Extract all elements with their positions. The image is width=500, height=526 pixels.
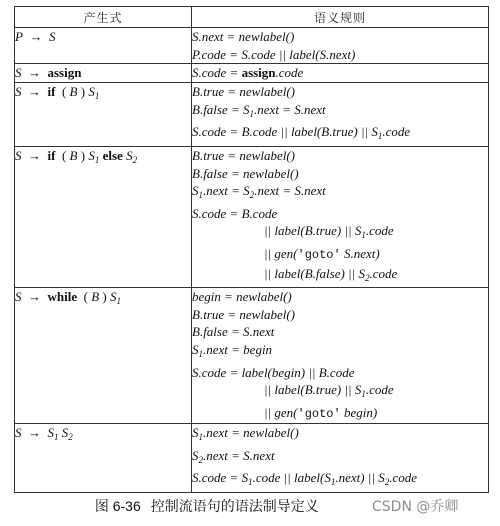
prod-keyword: assign — [47, 65, 82, 81]
prod-symbol: B — [69, 147, 78, 163]
rule-line: || label(B.true) || $S_1.code$ — [264, 223, 394, 241]
prod-keyword: if — [47, 147, 56, 163]
rule-line: || gen('goto' S.next) — [264, 245, 380, 262]
table-row — [15, 64, 489, 83]
production-cell — [15, 64, 192, 83]
prod-paren: ) — [80, 147, 86, 163]
rules-cell — [192, 64, 489, 83]
prod-arrow: → — [28, 84, 41, 100]
rule-line: S.code = assign.code — [192, 65, 304, 81]
prod-symbol: $S_1$ — [47, 425, 59, 443]
table-row — [15, 28, 489, 64]
table-header-row — [15, 7, 489, 28]
rule-line: B.false = S.next — [192, 324, 275, 340]
rules-cell — [192, 83, 489, 147]
prod-symbol: S — [15, 289, 22, 305]
prod-symbol: P — [15, 29, 23, 44]
rules-cell — [192, 28, 489, 64]
rule-line: B.true = newlabel() — [192, 306, 295, 322]
prod-symbol: S — [15, 147, 22, 163]
prod-symbol: $S_1$ — [88, 84, 100, 102]
production-cell — [15, 424, 192, 493]
prod-arrow: → — [28, 289, 41, 305]
prod-keyword: else — [102, 147, 123, 163]
prod-keyword: while — [47, 289, 78, 305]
prod-symbol: S — [48, 29, 56, 44]
rules-cell — [192, 288, 489, 424]
prod-arrow: → — [29, 29, 43, 44]
production-cell — [15, 28, 192, 64]
rule-line: || gen('goto' begin) — [264, 404, 378, 421]
production-cell — [15, 83, 192, 147]
figure-title: 控制流语句的语法制导定义 — [150, 499, 319, 515]
table-row — [15, 83, 489, 147]
rule-line: || label(B.false) || $S_2.code$ — [264, 265, 398, 283]
prod-symbol: S — [15, 425, 22, 441]
table-row — [15, 288, 489, 424]
rule-line: $S_1.next$ = begin — [192, 341, 273, 359]
prod-paren: ) — [102, 289, 107, 305]
prod-symbol: $S_2$ — [126, 147, 138, 165]
rule-line: P.code = S.code || label(S.next) — [192, 46, 356, 62]
header-semantic-rules: 语义规则 — [192, 7, 489, 28]
rule-line: || label(B.true) || $S_1.code$ — [264, 382, 394, 400]
rule-line: B.true = newlabel() — [192, 147, 295, 163]
rules-cell — [192, 146, 489, 287]
prod-keyword: if — [47, 84, 56, 100]
rule-line: begin = newlabel() — [192, 289, 292, 305]
prod-symbol: B — [91, 289, 100, 305]
prod-symbol: B — [69, 84, 78, 100]
figure-number: 图 6-36 — [94, 498, 141, 514]
prod-symbol: $S_2$ — [61, 425, 73, 443]
rule-line: S.code = B.code — [192, 205, 278, 221]
production-cell — [15, 146, 192, 287]
prod-symbol: $S_1$ — [88, 147, 100, 165]
rule-line: S.next = newlabel() — [192, 29, 295, 44]
prod-arrow: → — [28, 147, 41, 163]
rule-line: B.true = newlabel() — [192, 84, 295, 100]
prod-paren: ( — [61, 147, 67, 163]
header-production: 产生式 — [15, 7, 192, 28]
watermark: CSDN @乔卿 — [372, 499, 459, 515]
rules-cell — [192, 424, 489, 493]
rule-line: S.code = $S_1.code$ || $label(S_1.next)$ || $S_2.code$ — [192, 470, 418, 488]
prod-arrow: → — [28, 65, 41, 81]
prod-symbol: S — [15, 65, 22, 81]
prod-paren: ( — [83, 289, 88, 305]
rule-line: B.false = $S_1.next$ = S.next — [192, 101, 326, 119]
prod-symbol: $S_1$ — [110, 289, 122, 307]
prod-paren: ) — [80, 84, 86, 100]
table-row — [15, 146, 489, 287]
table-row — [15, 424, 489, 493]
prod-paren: ( — [61, 84, 67, 100]
rule-line: B.false = newlabel() — [192, 165, 299, 181]
rule-line: S.code = B.code || label(B.true) || $S_1.code$ — [192, 124, 411, 142]
prod-arrow: → — [28, 425, 41, 441]
rule-line: $S_1.next$ = newlabel() — [192, 425, 299, 443]
prod-symbol: S — [15, 84, 22, 100]
sdd-table — [14, 6, 489, 493]
rule-line: S.code = label(begin) || B.code — [192, 364, 355, 380]
rule-line: $S_2.next$ = S.next — [192, 447, 275, 465]
production-cell — [15, 288, 192, 424]
rule-line: $S_1.next$ = $S_2.next$ = S.next — [192, 183, 326, 201]
